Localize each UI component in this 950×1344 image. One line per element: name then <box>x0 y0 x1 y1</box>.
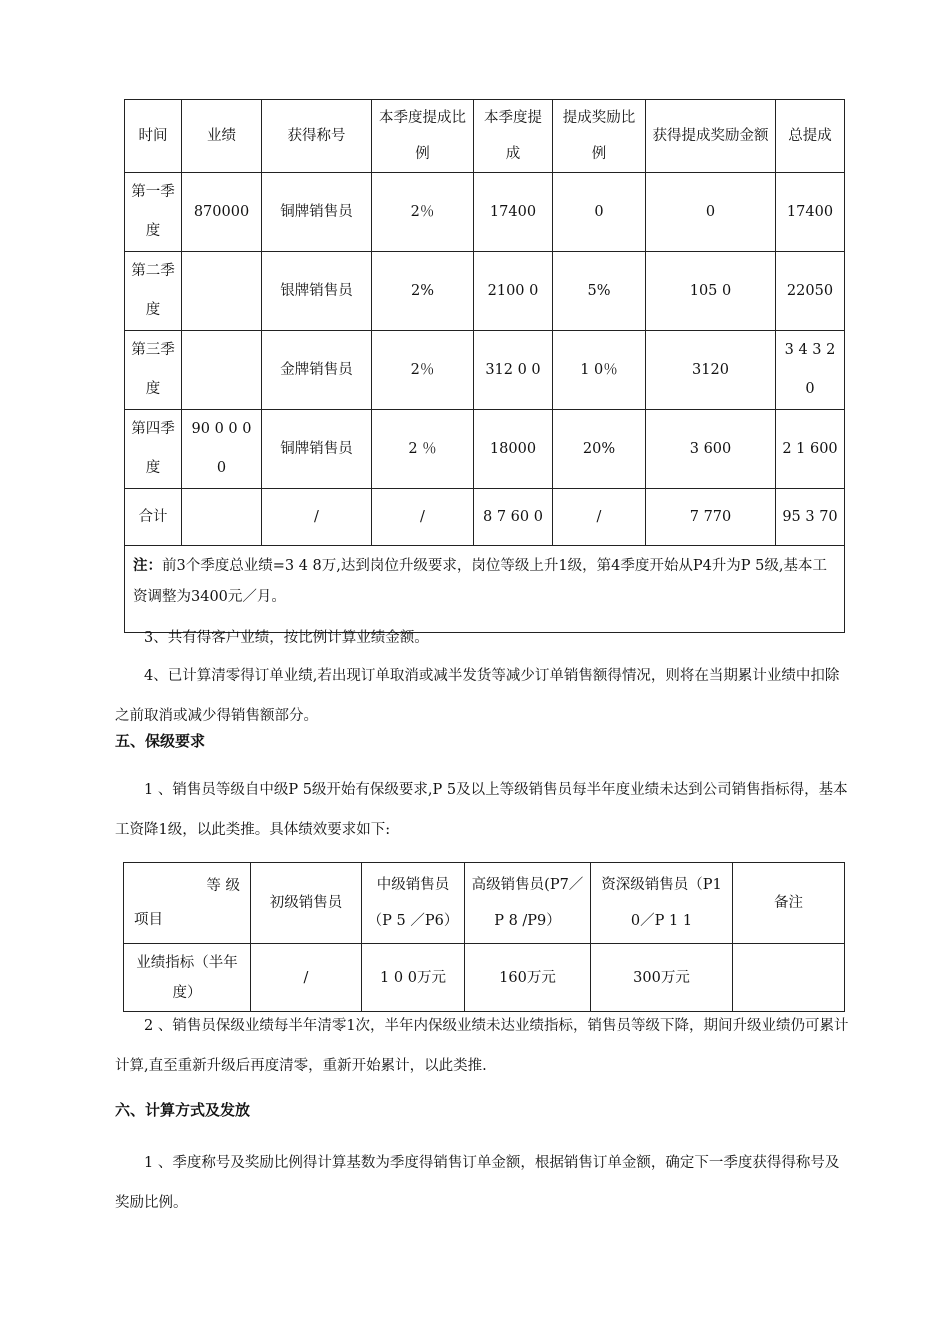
header-cell-remarks: 备注 <box>733 863 845 944</box>
header-cell-bonus-amount: 获得提成奖励金额 <box>646 100 776 173</box>
table-cell: 1 0％ <box>553 331 646 410</box>
table-cell: 2 ％ <box>372 410 474 489</box>
header-cell-total: 总提成 <box>776 100 845 173</box>
table-cell: 7 770 <box>646 489 776 546</box>
table-cell: 0 <box>553 173 646 252</box>
row-label-cell: 业绩指标（半年度） <box>124 944 251 1012</box>
table-cell <box>733 944 845 1012</box>
table-cell: 2100 0 <box>474 252 553 331</box>
note-label: 注： <box>133 557 162 574</box>
table-total-row <box>125 489 845 546</box>
header-cell-corner <box>124 863 251 944</box>
table-cell: 160万元 <box>465 944 591 1012</box>
section-heading-5: 五、保级要求 <box>115 732 206 750</box>
table-row <box>125 252 845 331</box>
header-cell-intermediate: 中级销售员（P 5 ／P6） <box>362 863 465 944</box>
table-cell: 18000 <box>474 410 553 489</box>
table-row <box>124 944 845 1012</box>
table-cell: 3 4 3 2 0 <box>776 331 845 410</box>
commission-table-header-row <box>125 100 845 173</box>
table-cell: 312 0 0 <box>474 331 553 410</box>
header-cell-rate: 本季度提成比例 <box>372 100 474 173</box>
table-cell: 2 1 600 <box>776 410 845 489</box>
table-cell: 金牌销售员 <box>262 331 372 410</box>
table-cell: 17400 <box>776 173 845 252</box>
table-cell: 17400 <box>474 173 553 252</box>
table-cell: 合计 <box>125 489 182 546</box>
table-cell: 90 0 0 0 0 <box>182 410 262 489</box>
table-cell: 870000 <box>182 173 262 252</box>
table-row <box>125 331 845 410</box>
paragraph-3: 3、共有得客户业绩，按比例计算业绩金额。 <box>144 630 429 646</box>
table-cell: 2％ <box>372 331 474 410</box>
header-cell-performance: 业绩 <box>182 100 262 173</box>
paragraph-5-2: 2 、销售员保级业绩每半年清零1次，半年内保级业绩未达业绩指标，销售员等级下降，期间升级业绩仍可累计计算,直至重新升级后再度清零，重新开始累计，以此类推. <box>115 1018 849 1074</box>
header-cell-time: 时间 <box>125 100 182 173</box>
table-cell: 22050 <box>776 252 845 331</box>
table-cell: 300万元 <box>591 944 733 1012</box>
corner-item: 项目 <box>134 912 163 928</box>
table-cell: 20% <box>553 410 646 489</box>
table-cell <box>182 331 262 410</box>
header-cell-title: 获得称号 <box>262 100 372 173</box>
paragraph-5-1: 1 、销售员等级自中级P 5级开始有保级要求,P 5及以上等级销售员每半年度业绩未达到公司销售指标得，基本工资降1级，以此类推。具体绩效要求如下: <box>115 782 848 838</box>
retention-table-header-row <box>124 863 845 944</box>
header-cell-junior: 初级销售员 <box>251 863 362 944</box>
note-text: 前3个季度总业绩=3 4 8万,达到岗位升级要求，岗位等级上升1级，第4季度开始从P4升为P 5级,基本工资调整为3400元／月。 <box>133 558 828 605</box>
table-cell: 105 0 <box>646 252 776 331</box>
corner-level: 等 级 <box>206 878 240 894</box>
table-row <box>125 410 845 489</box>
table-cell: 2％ <box>372 173 474 252</box>
paragraph-4: 4、已计算清零得订单业绩,若出现订单取消或减半发货等减少订单销售额得情况，则将在当期累计业绩中扣除之前取消或减少得销售额部分。 <box>115 668 840 724</box>
table-cell: 铜牌销售员 <box>262 173 372 252</box>
table-cell: 8 7 60 0 <box>474 489 553 546</box>
table-cell: / <box>251 944 362 1012</box>
section-heading-6: 六、计算方式及发放 <box>115 1101 251 1119</box>
table-cell: 铜牌销售员 <box>262 410 372 489</box>
table-cell: 第二季度 <box>125 252 182 331</box>
retention-table <box>123 862 845 1012</box>
commission-table <box>124 99 845 633</box>
header-cell-expert: 资深级销售员（P1 0／P 1 1 <box>591 863 733 944</box>
table-cell: 0 <box>646 173 776 252</box>
table-cell: 2% <box>372 252 474 331</box>
table-cell <box>182 252 262 331</box>
table-cell: / <box>262 489 372 546</box>
header-cell-bonus-rate: 提成奖励比例 <box>553 100 646 173</box>
table-cell: 第三季度 <box>125 331 182 410</box>
table-cell: 3120 <box>646 331 776 410</box>
table-cell: 第一季度 <box>125 173 182 252</box>
table-cell: / <box>372 489 474 546</box>
table-cell: 银牌销售员 <box>262 252 372 331</box>
paragraph-6-1: 1 、季度称号及奖励比例得计算基数为季度得销售订单金额，根据销售订单金额，确定下一季度获得得称号及奖励比例。 <box>115 1155 840 1211</box>
table-cell: 95 3 70 <box>776 489 845 546</box>
table-cell <box>182 489 262 546</box>
header-cell-commission: 本季度提成 <box>474 100 553 173</box>
header-cell-senior: 高级销售员(P7／P 8 /P9） <box>465 863 591 944</box>
table-row <box>125 173 845 252</box>
table-cell: 5% <box>553 252 646 331</box>
table-cell: 第四季度 <box>125 410 182 489</box>
table-cell: 1 0 0万元 <box>362 944 465 1012</box>
table-cell: 3 600 <box>646 410 776 489</box>
table-cell: / <box>553 489 646 546</box>
